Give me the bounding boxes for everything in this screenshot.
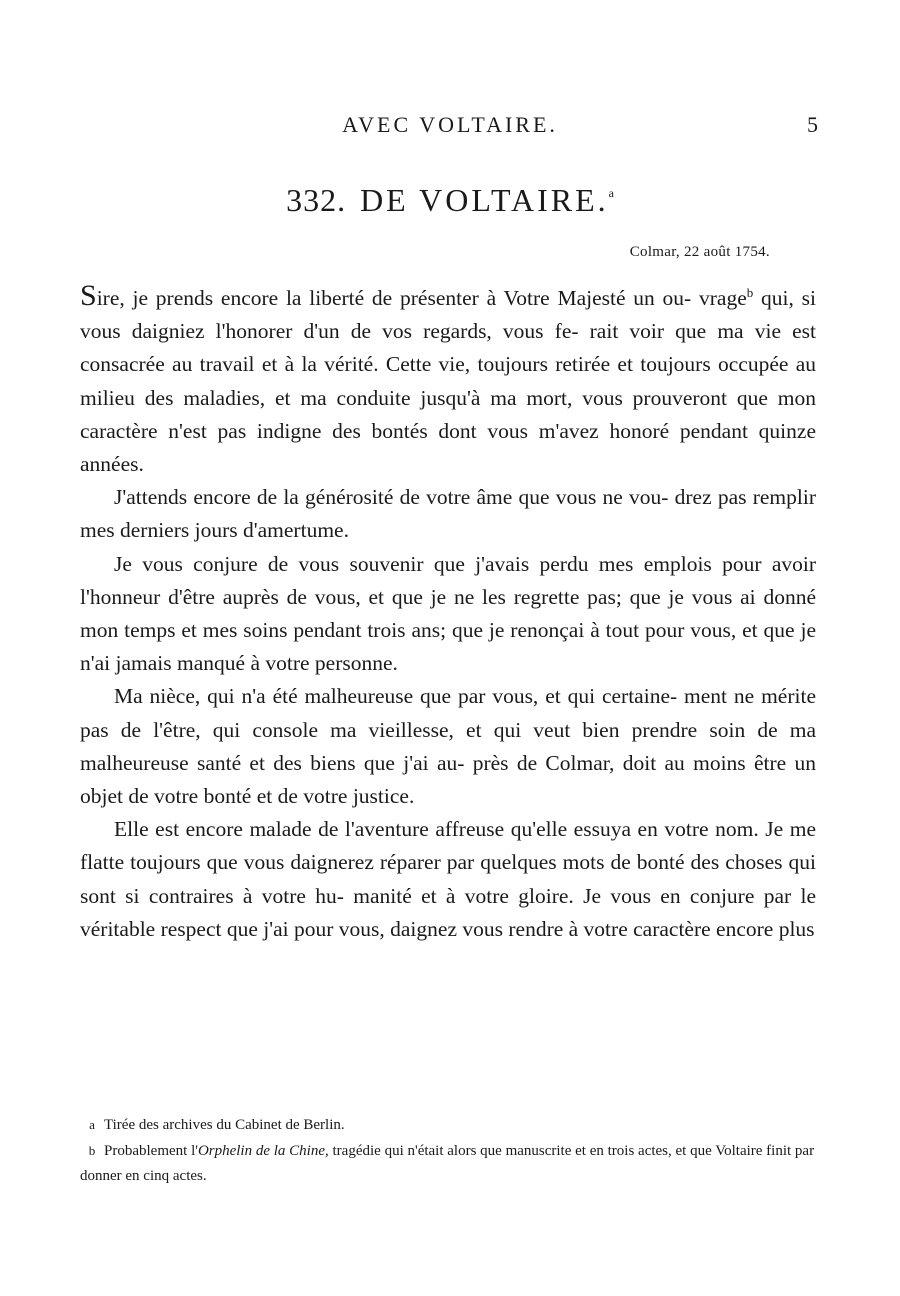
footnote-b bbox=[80, 1138, 820, 1189]
paragraph-1 bbox=[80, 279, 816, 481]
footnote-b-mark: b bbox=[88, 1143, 96, 1158]
paragraph-1-text-b: qui, si vous daigniez l'honorer d'un de vos regards, vous fe- rait voir que ma vie est consacrée au travail et à la vérité. Cette vie, toujours retirée et toujours occupée au milieu des maladies, et ma conduite jusqu'à ma mort, vous prouveront que mon caractère n'est pas indigne des bontés dont vous m'avez honoré pendant quinze années. bbox=[80, 286, 816, 477]
letter-heading bbox=[0, 182, 900, 219]
footnote-a-mark: a bbox=[89, 1117, 95, 1132]
paragraph-2: J'attends encore de la générosité de votre âme que vous ne vou- drez pas remplir mes derniers jours d'amertume. bbox=[80, 485, 816, 543]
letter-number: 332. bbox=[286, 182, 347, 218]
paragraph-3: Je vous conjure de vous souvenir que j'avais perdu mes emplois pour avoir l'honneur d'être auprès de vous, et que je ne les regrette pas; que je vous ai donné mon temps et mes soins pendant trois ans; que je renonçai à tout pour vous, et que je n'ai jamais manqué à votre personne. bbox=[80, 551, 816, 676]
page-number: 5 bbox=[807, 112, 818, 137]
paragraph-5: Elle est encore malade de l'aventure affreuse qu'elle essuya en votre nom. Je me flatte toujours que vous daignerez réparer par quelques mots de bonté des choses qui sont si contraires à votre hu- manité et à votre gloire. Je vous en conjure par le véritable respect que j'ai pour vous, daignez vous rendre à votre caractère encore plus bbox=[80, 817, 816, 941]
footnote-ref-b: b bbox=[746, 284, 754, 300]
footnotes bbox=[80, 1112, 820, 1189]
letter-title: DE VOLTAIRE. bbox=[360, 182, 609, 218]
dateline: Colmar, 22 août 1754. bbox=[629, 244, 770, 260]
footnote-a-text: Tirée des archives du Cabinet de Berlin. bbox=[104, 1117, 345, 1133]
footnote-a bbox=[80, 1112, 820, 1138]
initial-letter: S bbox=[80, 279, 97, 312]
paragraph-4: Ma nièce, qui n'a été malheureuse que par vous, et qui certaine- ment ne mérite pas de l'être, qui console ma vieillesse, et qui veut bien prendre soin de ma malheureuse santé et des biens que j'ai au- près de Colmar, doit au moins être un objet de votre bonté et de votre justice. bbox=[80, 684, 816, 809]
paragraph-1-text-a: ire, je prends encore la liberté de présenter à Votre Majesté un ou- vrage bbox=[96, 286, 747, 310]
footnote-ref-a: a bbox=[608, 186, 614, 200]
letter-body bbox=[80, 279, 816, 946]
running-title: AVEC VOLTAIRE. bbox=[342, 112, 558, 137]
footnote-b-title: Orphelin de la Chine, bbox=[197, 1143, 329, 1159]
footnote-b-post: tragédie qui n'était alors que manuscrite et en trois actes, et que Voltaire finit par donner en cinq actes. bbox=[80, 1143, 815, 1184]
running-head bbox=[0, 112, 900, 142]
footnote-b-pre: Probablement l' bbox=[104, 1143, 198, 1159]
